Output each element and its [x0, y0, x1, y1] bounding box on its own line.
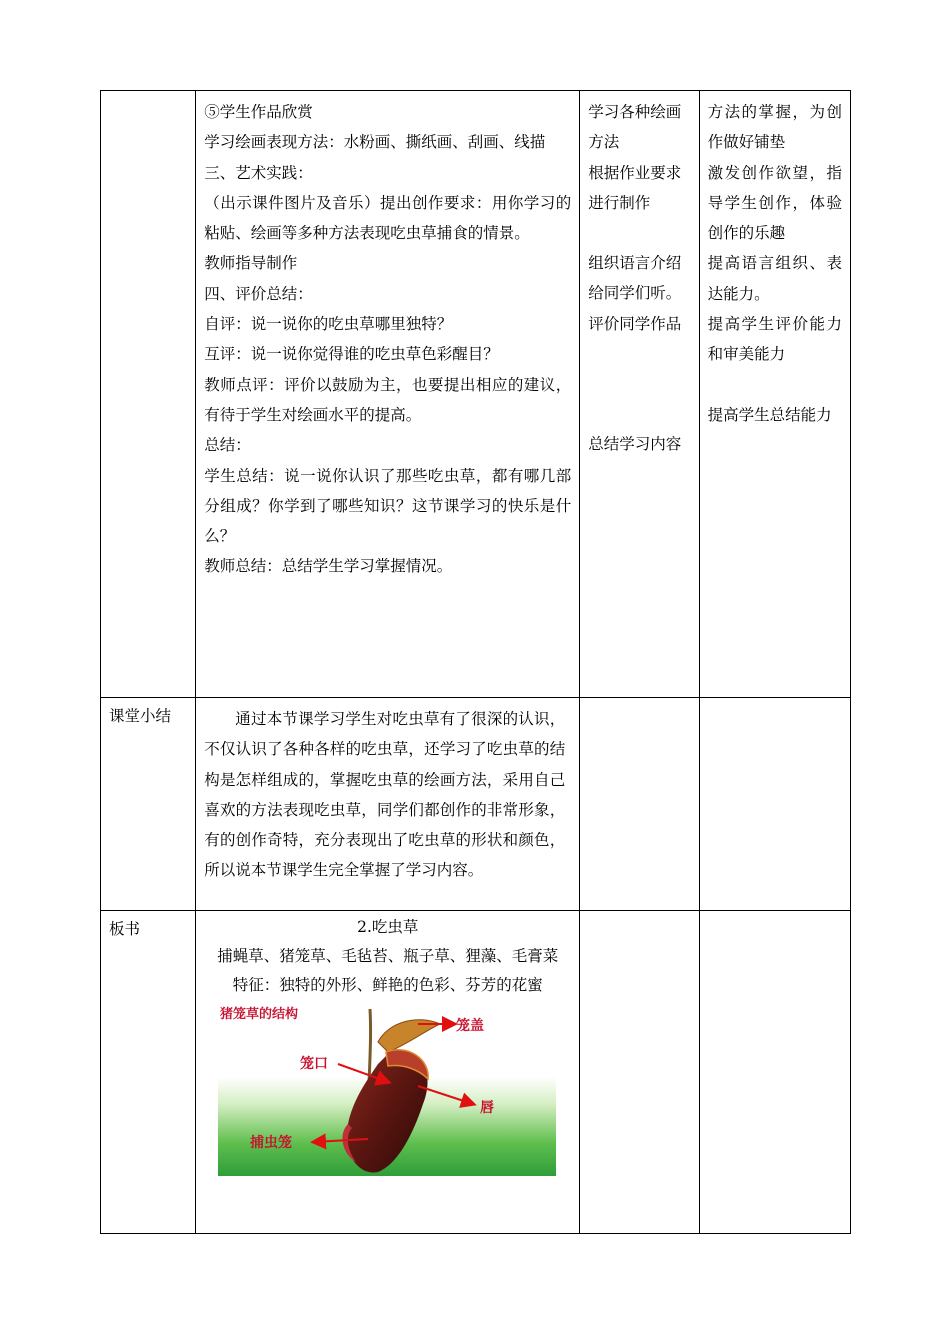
intent-text: 方法的掌握，为创作做好铺垫 — [707, 103, 842, 152]
label-mouth: 笼口 — [300, 1056, 329, 1072]
summary-label: 课堂小结 — [109, 707, 172, 725]
content-line: 教师点评：评价以鼓励为主，也要提出相应的建议，有待于学生对绘画水平的提高。 — [204, 375, 572, 424]
activity-text: 评价同学作品 — [588, 314, 682, 333]
board-title: 2.吃虫草 — [357, 918, 419, 936]
board-empty-cell — [580, 911, 699, 1234]
intent-text: 提高语言组织、表达能力。 — [707, 254, 842, 303]
board-content-cell — [196, 911, 580, 1234]
design-intent-cell — [699, 91, 850, 698]
board-label-cell — [101, 911, 196, 1234]
summary-empty-cell — [580, 698, 699, 911]
content-line: 教师指导制作 — [204, 254, 298, 273]
label-pitcher: 捕虫笼 — [250, 1135, 293, 1151]
content-line: 学习绘画表现方法：水粉画、撕纸画、刮画、线描 — [204, 133, 546, 152]
activity-text: 学习各种绘画方法 — [588, 103, 682, 152]
summary-content-cell — [196, 698, 580, 911]
content-line: 学生总结：说一说你认识了那些吃虫草，都有哪几部分组成？你学到了哪些知识？这节课学习的快乐是什么？ — [204, 466, 572, 546]
summary-label-cell — [101, 698, 196, 911]
summary-text: 通过本节课学习学生对吃虫草有了很深的认识，不仅认识了各种各样的吃虫草，还学习了吃虫草的结构是怎样组成的，掌握吃虫草的绘画方法，采用自己喜欢的方法表现吃虫草，同学们都创作的非常形象，有的创作奇特，充分表现出了吃虫草的形状和颜色，所以说本节课学生完全掌握了学习内容。 — [204, 710, 566, 880]
content-line: 互评：说一说你觉得谁的吃虫草色彩醒目？ — [204, 345, 499, 364]
blackboard-row — [101, 911, 851, 1234]
student-activity-cell — [580, 91, 699, 698]
activity-text: 总结学习内容 — [588, 435, 682, 454]
teaching-process-row — [101, 91, 851, 698]
content-line: 四、评价总结： — [204, 284, 313, 303]
content-line: 教师总结：总结学生学习掌握情况。 — [204, 557, 453, 576]
label-lid: 笼盖 — [456, 1018, 485, 1034]
lesson-plan-table — [100, 90, 851, 1234]
activity-text: 组织语言介绍给同学们听。 — [588, 254, 682, 303]
intent-text: 提高学生总结能力 — [707, 405, 832, 424]
pitcher-plant-figure — [218, 1004, 556, 1176]
teaching-content-cell — [196, 91, 580, 698]
row-label-cell — [101, 91, 196, 698]
board-plants: 捕蝇草、猪笼草、毛毡苔、瓶子草、狸藻、毛膏菜 — [217, 947, 559, 965]
activity-text: 根据作业要求进行制作 — [588, 163, 682, 212]
class-summary-row — [101, 698, 851, 911]
board-empty-cell — [699, 911, 850, 1234]
content-line: （出示课件图片及音乐）提出创作要求：用你学习的粘贴、绘画等多种方法表现吃虫草捕食的情景。 — [204, 193, 572, 243]
board-label: 板书 — [109, 920, 141, 938]
content-line: 自评：说一说你的吃虫草哪里独特？ — [204, 315, 453, 334]
content-line: ⑤学生作品欣赏 — [204, 103, 313, 121]
label-lip: 唇 — [480, 1100, 495, 1116]
content-line: 三、艺术实践： — [204, 163, 313, 182]
content-line: 总结： — [204, 436, 251, 455]
figure-title: 猪笼草的结构 — [220, 1007, 299, 1022]
board-features: 特征：独特的外形、鲜艳的色彩、芬芳的花蜜 — [232, 976, 543, 994]
summary-empty-cell — [699, 698, 850, 911]
intent-text: 提高学生评价能力和审美能力 — [707, 315, 842, 364]
intent-text: 激发创作欲望，指导学生创作，体验创作的乐趣 — [707, 163, 842, 243]
